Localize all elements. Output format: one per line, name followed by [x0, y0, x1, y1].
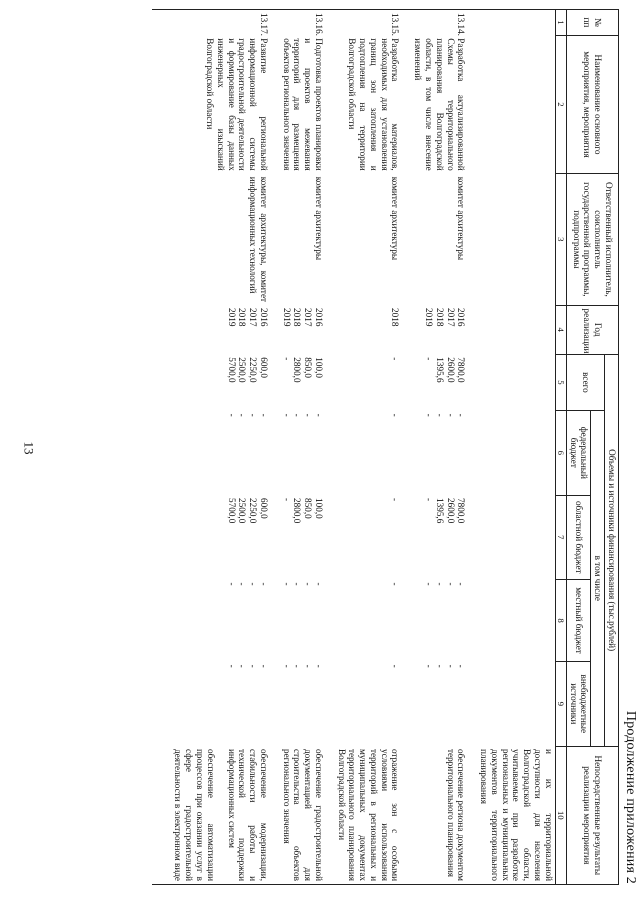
local-value: -	[226, 582, 237, 586]
cell-regional	[411, 495, 467, 579]
federal-value: -	[303, 413, 314, 417]
federal-value: -	[237, 413, 248, 417]
continuation-row	[477, 10, 555, 885]
continuation-result: и их территориальной доступности для населения Волгоградской области, учитываемые при разработке региональных и муниципальных документов территориального планирования	[477, 746, 555, 885]
cell-result	[411, 746, 467, 885]
cell-result	[335, 746, 402, 885]
years-value: 2016	[313, 308, 324, 327]
result-text: обеспечение региона документом территориального планирования	[445, 749, 467, 881]
cell-name: Подготовка проектов планировки и проектов межевания территорий для размещения объектов регионального значения	[281, 38, 324, 171]
regional-value: -	[424, 498, 434, 502]
col-number: 4	[555, 305, 566, 354]
federal-value: -	[456, 413, 467, 417]
cell-federal	[335, 411, 402, 495]
years-value: 2017	[445, 308, 456, 327]
total-value: 7800,0	[456, 357, 467, 383]
total-value: 2500,0	[237, 357, 248, 383]
header-including: в том числе	[591, 411, 605, 746]
cell-num: 13.16.	[280, 10, 325, 36]
col-number: 2	[555, 35, 566, 173]
cell-extrabudget	[411, 662, 467, 746]
cell-years	[280, 305, 325, 354]
cell-num: 13.14.	[411, 10, 467, 36]
cell-extrabudget	[335, 662, 402, 746]
total-value: 2800,0	[292, 357, 303, 383]
years-value: 2018	[292, 308, 303, 327]
regional-value: 2250,0	[248, 498, 259, 524]
local-value: -	[424, 582, 434, 586]
federal-value: -	[445, 413, 456, 417]
header-executor: Ответственный исполнитель, соисполнитель государственной программы, подпрограммы	[566, 174, 618, 305]
regional-value: 600,0	[258, 498, 269, 519]
col-number: 5	[555, 354, 566, 410]
cell-total	[411, 354, 467, 410]
header-extrabudget: внебюджетные источники	[566, 662, 591, 746]
extrabudget-value: -	[237, 664, 248, 668]
result-text: обеспечение модернизации, стабильности работы и технической поддержки информационных систем	[226, 749, 269, 881]
years-value: 2019	[424, 308, 434, 327]
row-spacer	[401, 10, 411, 885]
regional-value: 2800,0	[292, 498, 303, 524]
header-year: Год реализации	[566, 305, 618, 354]
col-number: 1	[555, 10, 566, 36]
federal-value: -	[258, 413, 269, 417]
local-value: -	[390, 582, 401, 586]
header-result: Непосредственные результаты реализации мероприятия	[566, 746, 618, 885]
cell-regional	[280, 495, 325, 579]
local-value: -	[237, 582, 248, 586]
cell-regional	[172, 495, 270, 579]
cell-total	[172, 354, 270, 410]
row-spacer	[270, 10, 280, 885]
table-row	[411, 10, 467, 885]
regional-value: 2500,0	[237, 498, 248, 524]
federal-value: -	[390, 413, 401, 417]
page-number: 13	[21, 441, 37, 455]
extrabudget-value: -	[248, 664, 259, 668]
regional-value: -	[390, 498, 401, 502]
extrabudget-value: -	[303, 664, 314, 668]
extrabudget-value: -	[456, 664, 467, 668]
result-text: обеспечение градостроительной документацией для строительства объектов регионального значения	[281, 749, 324, 881]
local-value: -	[292, 582, 303, 586]
cell-result	[280, 746, 325, 885]
years-value: 2016	[456, 308, 467, 327]
local-value: -	[303, 582, 314, 586]
col-number: 9	[555, 662, 566, 746]
program-table	[152, 9, 619, 885]
years-value: 2017	[303, 308, 314, 327]
cell-years	[172, 305, 270, 354]
cell-years	[411, 305, 467, 354]
header-funding-group: Объемы и источники финансирования (тыс.рублей)	[605, 354, 619, 746]
extrabudget-value: -	[313, 664, 324, 668]
regional-value: 7800,0	[456, 498, 467, 524]
total-value: 600,0	[258, 357, 269, 378]
extrabudget-value: -	[258, 664, 269, 668]
regional-value: 2600,0	[445, 498, 456, 524]
cell-extrabudget	[172, 662, 270, 746]
header-local: местный бюджет	[566, 579, 591, 661]
header-total: всего	[566, 354, 604, 410]
extrabudget-value: -	[445, 664, 456, 668]
row-spacer	[467, 10, 477, 885]
row-spacer	[325, 10, 335, 885]
extrabudget-value: -	[292, 664, 303, 668]
cell-extrabudget	[280, 662, 325, 746]
years-value: 2018	[434, 308, 445, 327]
extrabudget-value: -	[424, 664, 434, 668]
regional-value: 5700,0	[226, 498, 237, 524]
cell-total	[335, 354, 402, 410]
federal-value: -	[434, 413, 445, 417]
cell-executor: комитет архитектуры	[390, 176, 401, 261]
col-number: 3	[555, 174, 566, 305]
cell-name: Разработка актуализированной Схемы территориального планирования Волгоградской области, в том числе внесение изменений	[413, 38, 467, 171]
cell-local	[335, 579, 402, 661]
regional-value: 100,0	[313, 498, 324, 519]
table-row	[280, 10, 325, 885]
total-value: 1395,6	[434, 357, 445, 383]
extrabudget-value: -	[226, 664, 237, 668]
local-value: -	[434, 582, 445, 586]
federal-value: -	[248, 413, 259, 417]
extrabudget-value: -	[281, 664, 292, 668]
appendix-title: Продолжение приложения 2	[623, 710, 638, 884]
cell-name: Разработка материалов, необходимых для установления границ зон затопления и подтопления на территории Волгоградской области	[347, 38, 401, 171]
cell-local	[172, 579, 270, 661]
column-number-row	[555, 10, 566, 885]
years-value: 2019	[226, 308, 237, 327]
total-value: -	[390, 357, 401, 361]
years-value: 2017	[248, 308, 259, 327]
total-value: 2600,0	[445, 357, 456, 383]
total-value: 5700,0	[226, 357, 237, 383]
table-row	[172, 10, 270, 885]
federal-value: -	[313, 413, 324, 417]
years-value: 2019	[281, 308, 292, 327]
local-value: -	[248, 582, 259, 586]
years-value: 2018	[237, 308, 248, 327]
total-value: 2250,0	[248, 357, 259, 383]
cell-total	[280, 354, 325, 410]
regional-value: 850,0	[303, 498, 314, 519]
rotated-table-page	[50, 5, 640, 890]
col-number: 7	[555, 495, 566, 579]
cell-name: Развитие региональной информационной системы градостроительной деятельности и формирование базы данных инженерных изысканий Волгоградской области	[204, 38, 269, 171]
total-value: 100,0	[313, 357, 324, 378]
local-value: -	[258, 582, 269, 586]
federal-value: -	[424, 413, 434, 417]
local-value: -	[445, 582, 456, 586]
federal-value: -	[292, 413, 303, 417]
cell-federal	[172, 411, 270, 495]
table-row	[335, 10, 402, 885]
cell-executor: комитет архитектуры, комитет информационных технологий	[248, 176, 269, 303]
header-federal: федеральный бюджет	[566, 411, 591, 495]
cell-executor: комитет архитектуры	[313, 176, 324, 261]
extrabudget-value: -	[390, 664, 401, 668]
col-number: 6	[555, 411, 566, 495]
header-name: Наименование основного мероприятия, мероприятия	[566, 35, 618, 173]
years-value: 2016	[258, 308, 269, 327]
federal-value: -	[281, 413, 292, 417]
col-number: 8	[555, 579, 566, 661]
total-value: -	[424, 357, 434, 361]
cell-num: 13.15.	[335, 10, 402, 36]
cell-local	[411, 579, 467, 661]
cell-result	[172, 746, 270, 885]
years-value: 2018	[390, 308, 401, 327]
result-text-secondary: обеспечение автоматизации процессов при оказании услуг в сфере градостроительной деятельности в электронном виде	[173, 749, 216, 881]
cell-years	[335, 305, 402, 354]
col-number: 10	[555, 746, 566, 885]
cell-regional	[335, 495, 402, 579]
cell-federal	[280, 411, 325, 495]
local-value: -	[456, 582, 467, 586]
total-value: 850,0	[303, 357, 314, 378]
regional-value: 1395,6	[434, 498, 445, 524]
local-value: -	[281, 582, 292, 586]
header-regional: областной бюджет	[566, 495, 591, 579]
extrabudget-value: -	[434, 664, 445, 668]
federal-value: -	[226, 413, 237, 417]
cell-executor: комитет архитектуры	[456, 176, 467, 261]
result-text: отражение зон с особыми условиями использования территорий в региональных и муниципальных документах территориального планирования Волгоградской области	[336, 749, 401, 881]
total-value: -	[281, 357, 292, 361]
header-num: № пп	[566, 10, 618, 36]
table-end	[152, 10, 172, 885]
cell-federal	[411, 411, 467, 495]
cell-num: 13.17.	[172, 10, 270, 36]
regional-value: -	[281, 498, 292, 502]
local-value: -	[313, 582, 324, 586]
cell-local	[280, 579, 325, 661]
